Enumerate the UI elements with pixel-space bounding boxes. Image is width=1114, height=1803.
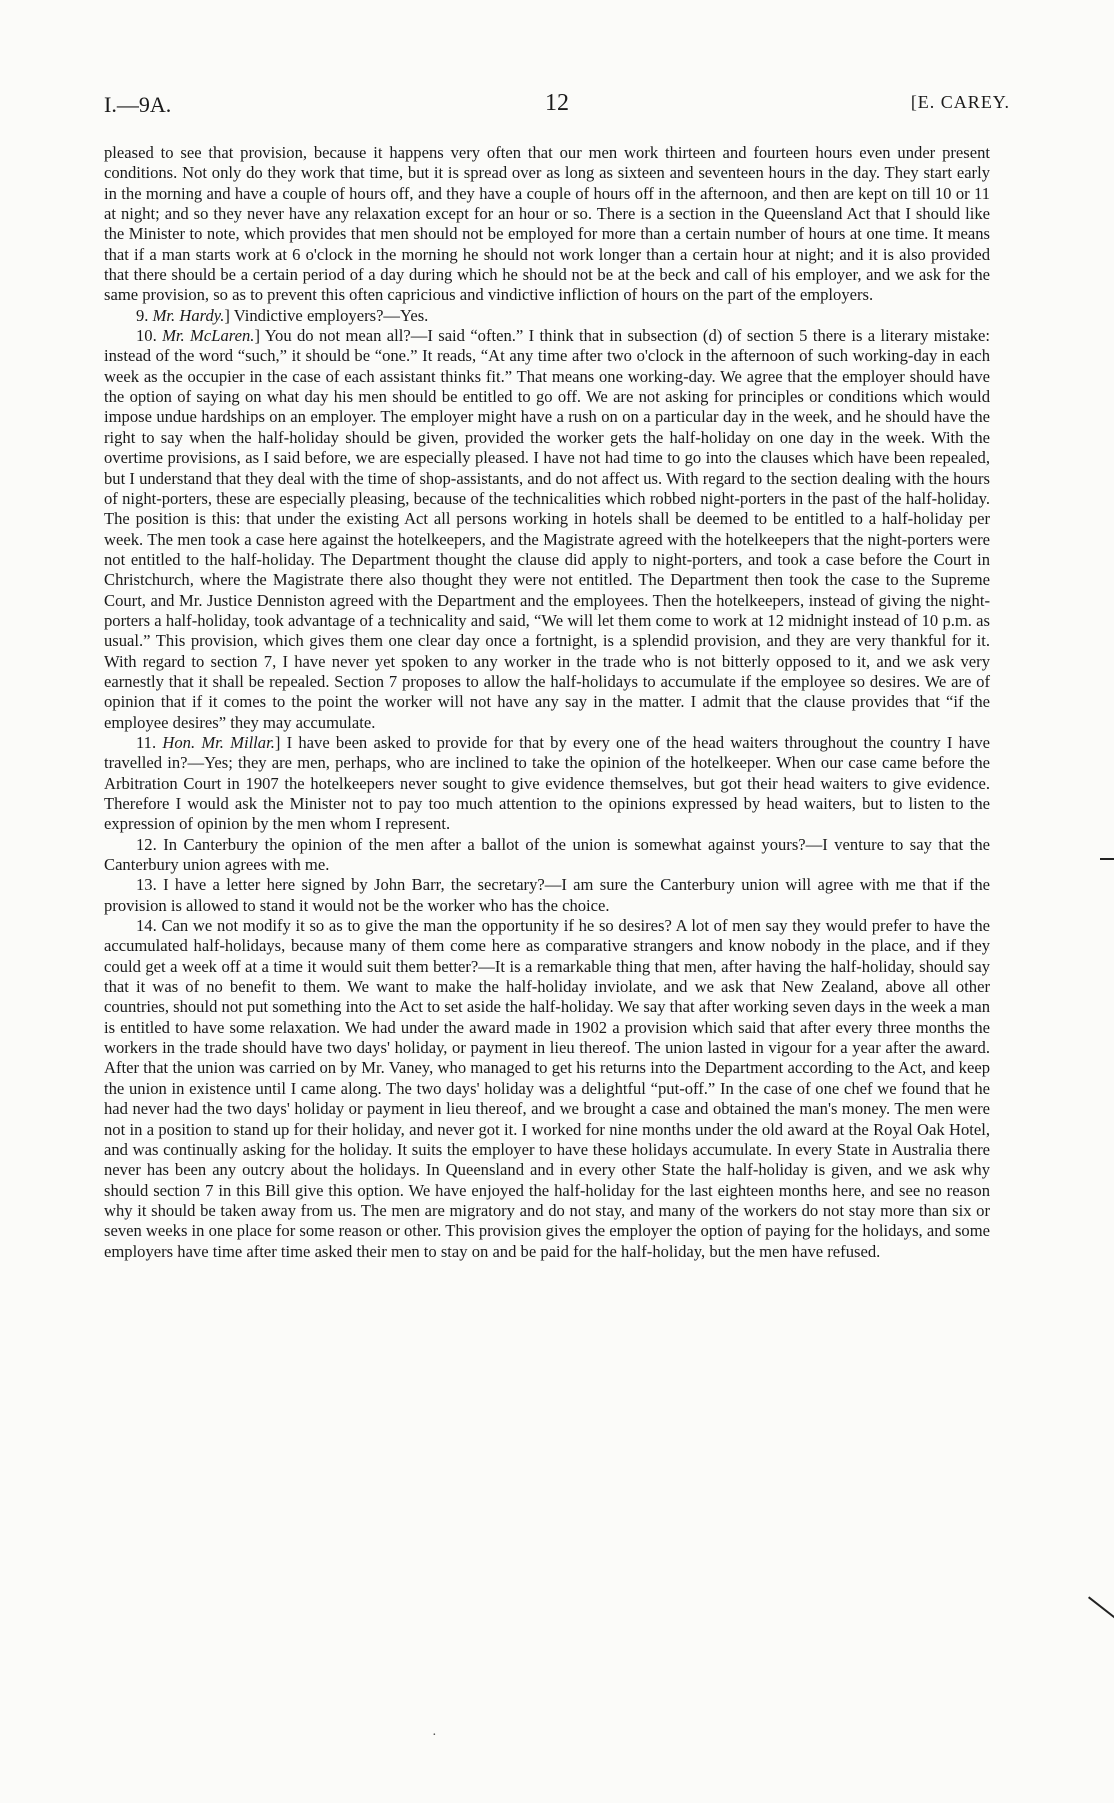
question-12 bbox=[104, 835, 990, 876]
question-number: 10. bbox=[136, 326, 157, 346]
margin-mark bbox=[1100, 858, 1114, 860]
witness-name: [E. CAREY. bbox=[910, 92, 1010, 112]
question-9: 9. Mr. Hardy.] Vindictive employers?—Yes. bbox=[136, 305, 429, 325]
question-13 bbox=[104, 875, 990, 916]
question-10: 10. Mr. McLaren.] You do not mean all?—I said “often.” I think that in subsection (d) of section 5 there is a literary mistake: instead of the word “such,” it should be “one.” It reads, “At any time after two o'clock in the afternoon of such working-day in each week as the occupier in the case of each assistant thinks fit.” That means one working-day. We agree that the employer should have the option of saying on what day his men should be entitled to go off. We are not asking for principles or conditions which would impose undue hardships on an employer. The employer might have a rush on on a particular day in the week, and he should have the right to say when the half-holiday should be given, provided the worker gets the half-holiday on one day in the week. With the overtime provisions, as I said before, we are especially pleased. I have not had time to go into the clauses which have been repealed, but I understand that they deal with the time of shop-assistants, and do not affect us. With regard to the section dealing with the hours of night-porters, these are especially pleasing, because of the technicalities which robbed night-porters in the past of the half-holiday. The position is this: that under the existing Act all persons working in hotels shall be deemed to be entitled to a half-holiday per week. The men took a case here against the hotelkeepers, and the Magistrate agreed with the hotelkeepers that the night-porters were not entitled to the half-holiday. The Department thought the clause did apply to night-porters, and took a case before the Court in Christchurch, where the Magistrate there also thought they were not entitled. The Department then took the case to the Supreme Court, and Mr. Justice Denniston agreed with the Department and the employees. Then the hotelkeepers, instead of giving the night-porters a half-holiday, took advantage of a technicality and said, “We will let them come to work at 12 midnight instead of 10 p.m. as usual.” This provision, which gives them one clear day once a fortnight, is a splendid provision, and they are very thankful for it. With regard to section 7, I have never yet spoken to any worker in the trade who is not bitterly opposed to it, and we ask very earnestly that it shall be repealed. Section 7 proposes to allow the half-holidays to accumulate if the employee so desires. We are of opinion that if it comes to the point the worker will not have any say in the matter. I admit that the clause provides that “if the employee desires” they may accumulate. bbox=[104, 326, 990, 732]
page-speck: · bbox=[432, 1728, 437, 1743]
question-text: Vindictive employers?—Yes. bbox=[233, 305, 429, 325]
question-number: 9. bbox=[136, 305, 149, 325]
page-number: 12 bbox=[545, 90, 569, 116]
question-number: 13. bbox=[136, 875, 157, 895]
question-11: 11. Hon. Mr. Millar.] I have been asked to provide for that by every one of the head waiters throughout the country I have travelled in?—Yes; they are men, perhaps, who are inclined to take the opinion of the hotelkeeper. When our case came before the Arbitration Court in 1907 the hotelkeepers never sought to give evidence themselves, but got their head waiters to give evidence. Therefore I would ask the Minister not to pay too much attention to the opinions expressed by head waiters, but to listen to the expression of opinion by the men whom I represent. bbox=[104, 732, 990, 834]
question-text: I have been asked to provide for that by every one of the head waiters throughout the country I have travelled in?—Yes; they are men, perhaps, who are inclined to take the opinion of the hotelkeeper. When our case came before the Arbitration Court in 1907 the hotelkeepers never sought to give evidence themselves, but got their head waiters to give evidence. Therefore I would ask the Minister not to pay too much attention to the opinions expressed by head waiters, but to listen to the expression of opinion by the men whom I represent. bbox=[104, 732, 990, 834]
question-text: I have a letter here signed by John Barr, the secretary?—I am sure the Canterbury union will agree with me that if the provision is allowed to stand it would not be the worker who has the choice. bbox=[104, 875, 990, 915]
page-header bbox=[104, 92, 1010, 122]
speaker-name: Hon. Mr. Millar. bbox=[162, 732, 275, 752]
page-body bbox=[104, 143, 990, 1262]
speaker-name: Mr. McLaren. bbox=[162, 326, 255, 346]
question-number: 14. bbox=[136, 916, 157, 936]
question-text: You do not mean all?—I said “often.” I think that in subsection (d) of section 5 there is a literary mistake: instead of the word “such,” it should be “one.” It reads, “At any time after two o'clock in the afternoon of such working-day in each week as the occupier in the case of each assistant thinks fit.” That means one working-day. We agree that the employer should have the option of saying on what day his men should be entitled to go off. We are not asking for principles or conditions which would impose undue hardships on an employer. The employer might have a rush on on a particular day in the week, and he should have the right to say when the half-holiday should be given, provided the worker gets the half-holiday on one day in the week. With the overtime provisions, as I said before, we are especially pleased. I have not had time to go into the clauses which have been repealed, but I understand that they deal with the time of shop-assistants, and do not affect us. With regard to the section dealing with the hours of night-porters, these are especially pleasing, because of the technicalities which robbed night-porters in the past of the half-holiday. The position is this: that under the existing Act all persons working in hotels shall be deemed to be entitled to a half-holiday per week. The men took a case here against the hotelkeepers, and the Magistrate agreed with the hotelkeepers that the night-porters were not entitled to the half-holiday. The Department thought the clause did apply to night-porters, and took a case before the Court in Christchurch, where the Magistrate there also thought they were not entitled. The Department then took the case to the Supreme Court, and Mr. Justice Denniston agreed with the Department and the employees. Then the hotelkeepers, instead of giving the night-porters a half-holiday, took advantage of a technicality and said, “We will let them come to work at 12 midnight instead of 10 p.m. as usual.” This provision, which gives them one clear day once a fortnight, is a splendid provision, and they are very thankful for it. With regard to section 7, I have never yet spoken to any worker in the trade who is not bitterly opposed to it, and we ask very earnestly that it shall be repealed. Section 7 proposes to allow the half-holidays to accumulate if the employee so desires. We are of opinion that if it comes to the point the worker will not have any say in the matter. I admit that the clause provides that “if the employee desires” they may accumulate. bbox=[104, 326, 990, 732]
speaker-name: Mr. Hardy. bbox=[152, 305, 225, 325]
question-text: Can we not modify it so as to give the man the opportunity if he so desires? A lot of men say they would prefer to have the accumulated half-holidays, because many of them come here as comparative strangers and know nobody in the place, and if they could get a week off at a time it would suit them better?—It is a remarkable thing that men, after having the half-holiday, should say that it was of no benefit to them. We want to make the half-holiday inviolate, and we ask that New Zealand, above all other countries, should not put something into the Act to set aside the half-holiday. We say that after working seven days in the week a man is entitled to have some relaxation. We had under the award made in 1902 a provision which said that after every three months the workers in the trade should have two days' holiday, or payment in lieu thereof. The union lasted in vigour for a year after the award. After that the union was carried on by Mr. Vaney, who managed to get his returns into the Department according to the Act, and keep the union in existence until I came along. The two days' holiday was a delightful “put-off.” In the case of one chef we found that he had never had the two days' holiday or payment in lieu thereof, and we brought a case and obtained the man's money. The men were not in a position to stand up for their holiday, and never got it. I worked for nine months under the old award at the Royal Oak Hotel, and was continually asking for the holiday. It suits the employer to have these holidays accumulate. In every State in Australia there never has been any outcry about the holidays. In Queensland and in every other State the half-holiday is given, and we ask why should section 7 in this Bill give this option. We have enjoyed the half-holiday for the last eighteen months here, and see no reason why it should be taken away from us. The men are migratory and do not stay, and many of the workers do not stay more than six or seven weeks in one place for some reason or other. This provision gives the employer the option of paying for the holidays, and some employers have time after time asked their men to stay on and be paid for the half-holiday, but the men have refused. bbox=[104, 916, 990, 1261]
margin-mark bbox=[1088, 1596, 1114, 1619]
question-number: 11. bbox=[136, 732, 157, 752]
question-14 bbox=[104, 916, 990, 1262]
question-number: 12. bbox=[136, 834, 157, 854]
document-reference: I.—9A. bbox=[104, 92, 172, 117]
paragraph-text: pleased to see that provision, because it happens very often that our men work thirteen and fourteen hours even under present conditions. Not only do they work that time, but it is spread over as long as sixteen and seventeen hours in the day. They start early in the morning and have a couple of hours off, and they have a couple of hours off in the afternoon, and then are kept on till 10 or 11 at night; and so they never have any relaxation except for an hour or so. There is a section in the Queensland Act that I should like the Minister to note, which provides that men should not be employed for more than a certain number of hours at one time. It means that if a man starts work at 6 o'clock in the morning he should not work longer than a certain hour at night; and it is also provided that there should be a certain period of a day during which he should not be at the beck and call of his employer, and we ask for the same provision, so as to prevent this often capricious and vindictive infliction of hours on the part of the employers. bbox=[104, 143, 990, 305]
question-text: In Canterbury the opinion of the men after a ballot of the union is somewhat against yours?—I venture to say that the Canterbury union agrees with me. bbox=[104, 834, 990, 875]
paragraph bbox=[104, 143, 990, 306]
